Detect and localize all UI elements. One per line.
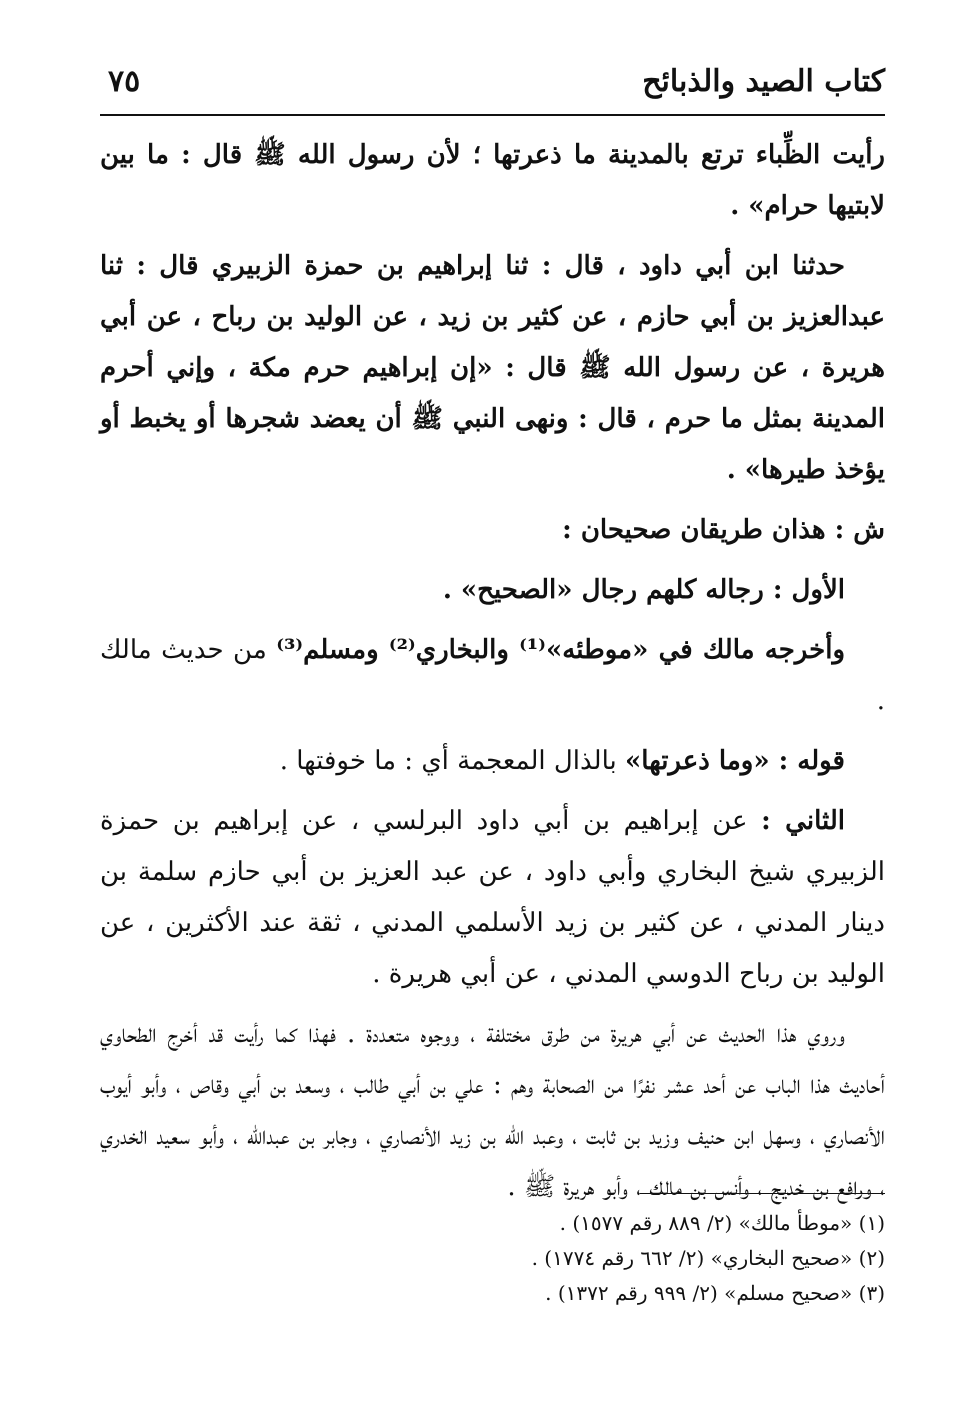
header-rule [100,114,885,116]
paragraph-5-rest: من حديث مالك . [100,635,885,716]
paragraph-5-bold: وأخرجه مالك في «موطئه»⁽¹⁾ والبخاري⁽²⁾ ومسلم⁽³⁾ [276,635,846,665]
paragraph-2: حدثنا ابن أبي داود ، قال : ثنا إبراهيم بن حمزة الزبيري قال : ثنا عبدالعزيز بن أبي حازم ، عن كثير بن زيد ، عن الوليد بن رباح ، عن أبي هريرة ، عن رسول الله ﷺ قال : «إن إبراهيم حرم مكة ، وإني أحرم المدينة بمثل ما حرم ، قال : ونهى النبي ﷺ أن يعضد شجرها أو يخبط أو يؤخذ طيرها» . [100,251,885,485]
footnote-1: (١) «موطأ مالك» (٢/ ٨٨٩ رقم ١٥٧٧) . [559,1211,885,1235]
paragraph-6-bold: قوله : «وما ذعرتها» [625,746,845,776]
footnote-2: (٢) «صحيح البخاري» (٢/ ٦٦٢ رقم ١٧٧٤) . [531,1246,885,1270]
paragraph-6-rest: بالذال المعجمة أي : ما خوفتها . [279,746,626,776]
main-text [100,130,885,1222]
paragraph-3: ش : هذان طريقان صحيحان : [562,515,885,545]
paragraph-7-rest: عن إبراهيم بن أبي داود البرلسي ، عن إبراهيم بن حمزة الزبيري شيخ البخاري وأبي داود ، عن عبد العزيز بن أبي حازم سلمة بن دينار المدني ، عن كثير بن زيد الأسلمي المدني ، ثقة عند الأكثرين ، عن الوليد بن رباح الدوسي المدني ، عن أبي هريرة . [100,806,885,989]
page-header [100,60,885,116]
paragraph-7 [100,796,885,1000]
footnote-3: (٣) «صحيح مسلم» (٢/ ٩٩٩ رقم ١٣٧٢) . [545,1281,885,1305]
paragraph-4: الأول : رجاله كلهم رجال «الصحيح» . [442,575,845,605]
paragraph-8: وروي هذا الحديث عن أبي هريرة من طرق مختلفة ، ووجوه متعددة . فهذا كما رأيت قد أخرج الطحاوي أحاديث هذا الباب عن أحد عشر نفرًا من الصحابة وهم : علي بن أبي طالب ، وسعد بن أبي وقاص ، وأبو أيوب الأنصاري ، وسهل ابن حنيف وزيد بن ثابت ، وعبد الله بن زيد الأنصاري ، وجابر بن عبدالله ، وأبو سعيد الخدري ، ورافع بن خديج ، وأنس بن مالك ، وأبو هريرة ﷺ . [100,1019,885,1202]
running-title: كتاب الصيد والذبائح [642,64,885,99]
footnotes [100,1206,885,1311]
page-number: ٧٥ [108,64,141,99]
footnote-rule [640,1193,885,1194]
paragraph-1: رأيت الظِّباء ترتع بالمدينة ما ذعرتها ؛ لأن رسول الله ﷺ قال : ما بين لابتيها حرام» . [100,140,885,221]
paragraph-7-label: الثاني : [761,806,845,836]
paragraph-6 [100,736,885,787]
paragraph-5 [100,625,885,727]
